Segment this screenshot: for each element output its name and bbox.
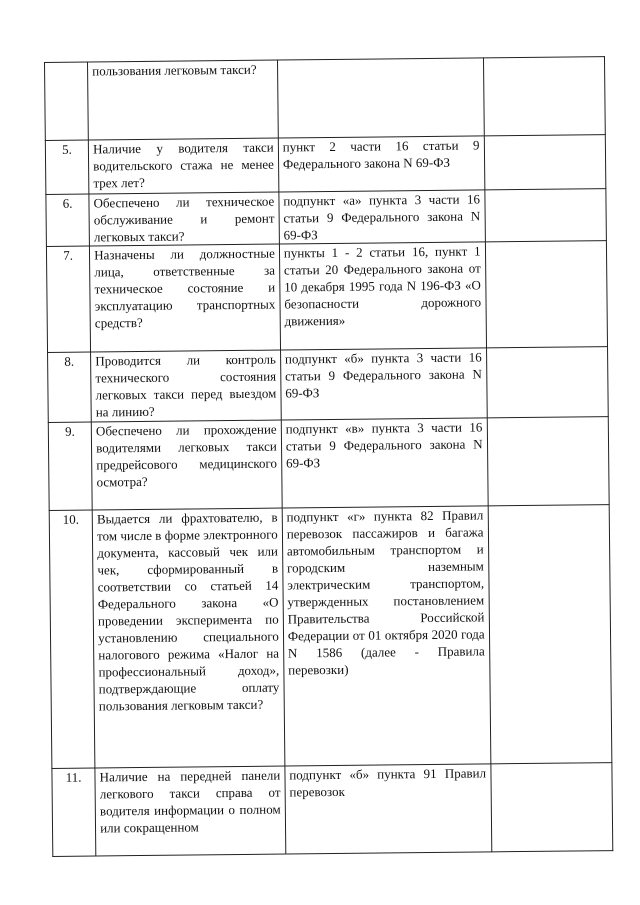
answer-cell <box>484 189 606 242</box>
table-row <box>48 417 609 511</box>
reference-cell <box>280 348 486 420</box>
question-cell <box>89 192 279 246</box>
reference-cell <box>277 58 484 138</box>
row-number: 9. <box>48 422 92 510</box>
row-number: 7. <box>46 246 90 352</box>
reference-cell <box>282 506 490 766</box>
reference-text: пункты 1 - 2 статьи 16, пункт 1 статьи 20 Федерального закона от 10 декабря 1995 года N 196-ФЗ «О безопасности дорожного движения» <box>283 243 482 329</box>
answer-cell <box>485 241 608 348</box>
question-cell <box>88 60 278 140</box>
answer-cell <box>488 505 612 764</box>
reference-cell <box>281 418 488 508</box>
row-number: 6. <box>46 194 90 246</box>
question-cell <box>95 766 286 856</box>
reference-cell <box>278 136 484 192</box>
question-cell <box>91 350 281 422</box>
question-cell <box>90 244 281 352</box>
question-text: Наличие на передней панели легкового такси справа от водителя информации о полном или сокращенном <box>99 767 281 836</box>
checklist-sheet <box>44 56 613 857</box>
table-row <box>52 763 613 857</box>
row-number: 5. <box>45 140 89 194</box>
table-row <box>48 347 609 423</box>
question-text: Наличие у водителя такси водительского стажа не менее трех лет? <box>92 139 274 191</box>
table-row <box>45 57 606 141</box>
reference-cell <box>285 764 492 854</box>
reference-text: подпункт «б» пункта 3 части 16 статьи 9 Федерального закона N 69-ФЗ <box>284 349 482 401</box>
reference-cell <box>279 190 485 244</box>
question-text: Обеспечено ли прохождение водителями легковых такси предрейсового медицинского осмотра? <box>95 421 278 490</box>
row-number <box>45 62 89 140</box>
table-row <box>49 505 612 769</box>
question-text: пользования легковым такси? <box>92 61 257 79</box>
row-number: 8. <box>48 352 92 422</box>
reference-text: подпункт «г» пункта 82 Правил перевозок пассажиров и багажа автомобильным транспортом и городским наземным электрическим транспортом, утвержденных постановлением Правительства Российской Федерации от 01 октября 2020 года N 1586 (далее - Правила перевозки) <box>286 507 485 678</box>
reference-text: подпункт «б» пункта 91 Правил перевозок <box>289 765 487 800</box>
answer-cell <box>486 347 608 418</box>
question-cell <box>91 420 282 510</box>
row-number: 11. <box>52 768 96 856</box>
table-row <box>46 241 607 353</box>
reference-text <box>282 58 479 60</box>
question-cell <box>88 138 278 194</box>
answer-cell <box>483 57 605 136</box>
reference-cell <box>279 242 486 350</box>
reference-text: подпункт «а» пункта 3 части 16 статьи 9 Федерального закона N 69-ФЗ <box>283 191 481 243</box>
row-number: 10. <box>49 510 95 768</box>
question-cell <box>92 508 284 768</box>
table-row <box>46 189 607 247</box>
question-text: Обеспечено ли техническое обслуживание и ремонт легковых такси? <box>93 193 275 245</box>
answer-cell <box>484 135 606 190</box>
reference-text: подпункт «в» пункта 3 части 16 статьи 9 Федерального закона N 69-ФЗ <box>285 419 483 471</box>
checklist-table <box>44 56 613 857</box>
answer-cell <box>487 417 609 506</box>
question-text: Назначены ли должностные лица, ответственные за техническое состояние и эксплуатацию транспортных средств? <box>94 245 276 331</box>
table-row <box>45 135 606 195</box>
answer-cell <box>490 763 612 852</box>
question-text: Выдается ли фрахтователю, в том числе в форме электронного документа, кассовый чек или чек, сформированный в соответствии со статьей 14 Федерального закона «О проведении эксперимента по установлению специального налогового режима «Налог на профессиональный доход», подтверждающие оплату пользования легковым такси? <box>96 509 280 714</box>
reference-text: пункт 2 части 16 статьи 9 Федерального закона N 69-ФЗ <box>282 137 480 172</box>
question-text: Проводится ли контроль технического состояния легковых такси перед выездом на линию? <box>95 351 277 420</box>
